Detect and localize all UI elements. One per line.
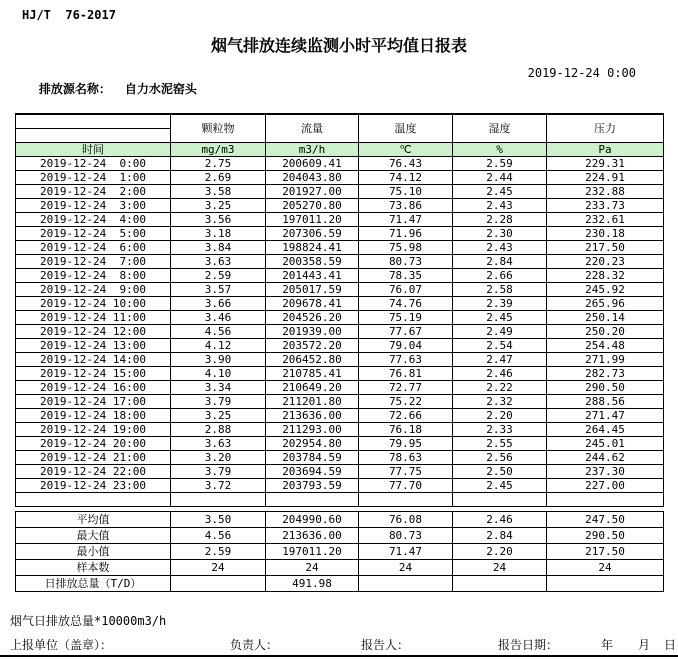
- emission-source: [10, 66, 197, 111]
- value-cell: 76.43: [359, 157, 453, 171]
- value-cell: 2.39: [453, 297, 547, 311]
- summary-body: [16, 512, 664, 592]
- time-cell: 2019-12-24 16:00: [16, 381, 171, 395]
- value-cell: 76.07: [359, 283, 453, 297]
- value-cell: 2.45: [453, 311, 547, 325]
- summary-value-cell: 24: [171, 560, 266, 576]
- value-cell: 2.88: [171, 423, 266, 437]
- value-cell: 72.77: [359, 381, 453, 395]
- summary-value-cell: 204990.60: [266, 512, 359, 528]
- value-cell: 220.23: [547, 255, 664, 269]
- summary-value-cell: 197011.20: [266, 544, 359, 560]
- value-cell: 201927.00: [266, 185, 359, 199]
- value-cell: 2.43: [453, 199, 547, 213]
- table-row: [16, 157, 664, 171]
- summary-value-cell: [453, 576, 547, 592]
- header-empty-cell-top: [16, 114, 171, 129]
- empty-cell: [547, 493, 664, 507]
- value-cell: 2.22: [453, 381, 547, 395]
- value-cell: 2.33: [453, 423, 547, 437]
- table-row: [16, 297, 664, 311]
- value-cell: 3.20: [171, 451, 266, 465]
- summary-table: [15, 511, 664, 592]
- value-cell: 2.58: [453, 283, 547, 297]
- value-cell: 232.61: [547, 213, 664, 227]
- value-cell: 2.55: [453, 437, 547, 451]
- table-row: [16, 199, 664, 213]
- value-cell: 2.45: [453, 185, 547, 199]
- report-date-label: 报告日期：: [498, 638, 559, 652]
- time-cell: 2019-12-24 3:00: [16, 199, 171, 213]
- value-cell: 4.56: [171, 325, 266, 339]
- summary-value-cell: [547, 576, 664, 592]
- table-row: [16, 241, 664, 255]
- value-cell: 213636.00: [266, 409, 359, 423]
- table-row: [16, 367, 664, 381]
- value-cell: 75.10: [359, 185, 453, 199]
- value-cell: 78.63: [359, 451, 453, 465]
- time-cell: 2019-12-24 0:00: [16, 157, 171, 171]
- value-cell: 250.20: [547, 325, 664, 339]
- value-cell: 3.25: [171, 409, 266, 423]
- value-cell: 2.50: [453, 465, 547, 479]
- time-cell: 2019-12-24 13:00: [16, 339, 171, 353]
- summary-value-cell: [359, 576, 453, 592]
- summary-row: [16, 560, 664, 576]
- total-emission-note: 烟气日排放总量*10000m3/h: [10, 614, 167, 628]
- value-cell: 72.66: [359, 409, 453, 423]
- value-cell: 3.63: [171, 437, 266, 451]
- unit-pressure: Pa: [547, 143, 664, 157]
- summary-value-cell: [171, 576, 266, 592]
- summary-value-cell: 217.50: [547, 544, 664, 560]
- time-cell: 2019-12-24 11:00: [16, 311, 171, 325]
- value-cell: 3.18: [171, 227, 266, 241]
- table-row: [16, 269, 664, 283]
- report-datetime: 2019-12-24 0:00: [527, 66, 636, 80]
- value-cell: 2.44: [453, 171, 547, 185]
- value-cell: 77.67: [359, 325, 453, 339]
- table-header-row-pollutants: [16, 114, 664, 129]
- value-cell: 207306.59: [266, 227, 359, 241]
- value-cell: 2.47: [453, 353, 547, 367]
- value-cell: 3.72: [171, 479, 266, 493]
- value-cell: 2.69: [171, 171, 266, 185]
- value-cell: 224.91: [547, 171, 664, 185]
- value-cell: 244.62: [547, 451, 664, 465]
- summary-value-cell: 4.56: [171, 528, 266, 544]
- value-cell: 245.92: [547, 283, 664, 297]
- value-cell: 3.63: [171, 255, 266, 269]
- summary-value-cell: 24: [266, 560, 359, 576]
- table-row: [16, 423, 664, 437]
- emission-source-label: 排放源名称：: [38, 82, 111, 96]
- summary-row: [16, 512, 664, 528]
- summary-label-cell: 最大值: [16, 528, 171, 544]
- value-cell: 75.98: [359, 241, 453, 255]
- time-cell: 2019-12-24 4:00: [16, 213, 171, 227]
- unit-temperature: ℃: [359, 143, 453, 157]
- value-cell: 205017.59: [266, 283, 359, 297]
- time-cell: 2019-12-24 12:00: [16, 325, 171, 339]
- value-cell: 2.56: [453, 451, 547, 465]
- value-cell: 77.75: [359, 465, 453, 479]
- value-cell: 227.00: [547, 479, 664, 493]
- value-cell: 203694.59: [266, 465, 359, 479]
- summary-value-cell: 71.47: [359, 544, 453, 560]
- value-cell: 205270.80: [266, 199, 359, 213]
- signature-row: [0, 636, 678, 652]
- column-header-temperature: 温度: [359, 114, 453, 143]
- table-row: [16, 353, 664, 367]
- value-cell: 204526.20: [266, 311, 359, 325]
- table-row: [16, 479, 664, 493]
- time-cell: 2019-12-24 20:00: [16, 437, 171, 451]
- table-row: [16, 381, 664, 395]
- column-header-pressure: 压力: [547, 114, 664, 143]
- bottom-rule: [0, 655, 678, 657]
- value-cell: 2.59: [453, 157, 547, 171]
- header-empty-cell-bottom: [16, 129, 171, 143]
- value-cell: 229.31: [547, 157, 664, 171]
- value-cell: 2.84: [453, 255, 547, 269]
- value-cell: 71.47: [359, 213, 453, 227]
- empty-cell: [359, 493, 453, 507]
- day-label: 日: [664, 638, 677, 652]
- value-cell: 3.56: [171, 213, 266, 227]
- summary-label-cell: 日排放总量（T/D）: [16, 576, 171, 592]
- time-cell: 2019-12-24 8:00: [16, 269, 171, 283]
- time-cell: 2019-12-24 21:00: [16, 451, 171, 465]
- value-cell: 209678.41: [266, 297, 359, 311]
- value-cell: 78.35: [359, 269, 453, 283]
- value-cell: 3.46: [171, 311, 266, 325]
- time-cell: 2019-12-24 23:00: [16, 479, 171, 493]
- value-cell: 2.46: [453, 367, 547, 381]
- table-row: [16, 311, 664, 325]
- value-cell: 76.81: [359, 367, 453, 381]
- value-cell: 204043.80: [266, 171, 359, 185]
- empty-cell: [266, 493, 359, 507]
- value-cell: 74.12: [359, 171, 453, 185]
- value-cell: 3.25: [171, 199, 266, 213]
- table-row: [16, 465, 664, 479]
- time-cell: 2019-12-24 19:00: [16, 423, 171, 437]
- reporting-unit-label: 上报单位（盖章）：: [10, 638, 113, 652]
- value-cell: 2.59: [171, 269, 266, 283]
- value-cell: 2.30: [453, 227, 547, 241]
- value-cell: 217.50: [547, 241, 664, 255]
- value-cell: 3.34: [171, 381, 266, 395]
- summary-row: [16, 528, 664, 544]
- time-cell: 2019-12-24 6:00: [16, 241, 171, 255]
- value-cell: 230.18: [547, 227, 664, 241]
- time-cell: 2019-12-24 17:00: [16, 395, 171, 409]
- summary-value-cell: 80.73: [359, 528, 453, 544]
- value-cell: 264.45: [547, 423, 664, 437]
- value-cell: 2.49: [453, 325, 547, 339]
- summary-value-cell: 491.98: [266, 576, 359, 592]
- empty-cell: [453, 493, 547, 507]
- value-cell: 201939.00: [266, 325, 359, 339]
- meta-row: [10, 66, 636, 111]
- value-cell: 203572.20: [266, 339, 359, 353]
- value-cell: 74.76: [359, 297, 453, 311]
- value-cell: 3.58: [171, 185, 266, 199]
- value-cell: 75.22: [359, 395, 453, 409]
- summary-value-cell: 24: [359, 560, 453, 576]
- summary-label-cell: 最小值: [16, 544, 171, 560]
- value-cell: 77.70: [359, 479, 453, 493]
- blank-row: [16, 493, 664, 507]
- value-cell: 77.63: [359, 353, 453, 367]
- value-cell: 200609.41: [266, 157, 359, 171]
- value-cell: 271.99: [547, 353, 664, 367]
- table-row: [16, 437, 664, 451]
- summary-label-cell: 样本数: [16, 560, 171, 576]
- emission-source-name: 自力水泥窑头: [124, 82, 197, 96]
- table-unit-row: [16, 143, 664, 157]
- value-cell: 2.43: [453, 241, 547, 255]
- value-cell: 198824.41: [266, 241, 359, 255]
- time-cell: 2019-12-24 2:00: [16, 185, 171, 199]
- time-cell: 2019-12-24 10:00: [16, 297, 171, 311]
- table-row: [16, 213, 664, 227]
- unit-humidity: %: [453, 143, 547, 157]
- value-cell: 201443.41: [266, 269, 359, 283]
- time-cell: 2019-12-24 15:00: [16, 367, 171, 381]
- value-cell: 211201.80: [266, 395, 359, 409]
- table-row: [16, 185, 664, 199]
- time-column-header: 时间: [16, 143, 171, 157]
- value-cell: 79.04: [359, 339, 453, 353]
- time-cell: 2019-12-24 18:00: [16, 409, 171, 423]
- month-label: 月: [638, 638, 651, 652]
- value-cell: 288.56: [547, 395, 664, 409]
- value-cell: 80.73: [359, 255, 453, 269]
- table-row: [16, 409, 664, 423]
- summary-value-cell: 2.59: [171, 544, 266, 560]
- standard-number: HJ/T 76-2017: [22, 8, 116, 22]
- value-cell: 245.01: [547, 437, 664, 451]
- value-cell: 3.57: [171, 283, 266, 297]
- unit-flow: m3/h: [266, 143, 359, 157]
- table-body: [16, 157, 664, 507]
- summary-value-cell: 290.50: [547, 528, 664, 544]
- value-cell: 271.47: [547, 409, 664, 423]
- value-cell: 290.50: [547, 381, 664, 395]
- value-cell: 73.86: [359, 199, 453, 213]
- summary-value-cell: 2.84: [453, 528, 547, 544]
- value-cell: 210785.41: [266, 367, 359, 381]
- value-cell: 282.73: [547, 367, 664, 381]
- column-header-flow: 流量: [266, 114, 359, 143]
- summary-value-cell: 24: [547, 560, 664, 576]
- value-cell: 203784.59: [266, 451, 359, 465]
- value-cell: 197011.20: [266, 213, 359, 227]
- value-cell: 203793.59: [266, 479, 359, 493]
- monitoring-table: [15, 113, 664, 507]
- value-cell: 4.10: [171, 367, 266, 381]
- value-cell: 211293.00: [266, 423, 359, 437]
- value-cell: 79.95: [359, 437, 453, 451]
- table-row: [16, 171, 664, 185]
- table-row: [16, 325, 664, 339]
- value-cell: 206452.80: [266, 353, 359, 367]
- value-cell: 202954.80: [266, 437, 359, 451]
- value-cell: 237.30: [547, 465, 664, 479]
- time-cell: 2019-12-24 1:00: [16, 171, 171, 185]
- column-header-humidity: 湿度: [453, 114, 547, 143]
- summary-value-cell: 213636.00: [266, 528, 359, 544]
- value-cell: 254.48: [547, 339, 664, 353]
- summary-value-cell: 24: [453, 560, 547, 576]
- summary-value-cell: 3.50: [171, 512, 266, 528]
- time-cell: 2019-12-24 9:00: [16, 283, 171, 297]
- table-area: [15, 113, 663, 592]
- time-cell: 2019-12-24 22:00: [16, 465, 171, 479]
- value-cell: 2.20: [453, 409, 547, 423]
- value-cell: 3.84: [171, 241, 266, 255]
- time-cell: 2019-12-24 7:00: [16, 255, 171, 269]
- summary-label-cell: 平均值: [16, 512, 171, 528]
- empty-cell: [16, 493, 171, 507]
- table-row: [16, 283, 664, 297]
- unit-particulate: mg/m3: [171, 143, 266, 157]
- table-row: [16, 227, 664, 241]
- value-cell: 232.88: [547, 185, 664, 199]
- empty-cell: [171, 493, 266, 507]
- summary-row: [16, 576, 664, 592]
- table-row: [16, 451, 664, 465]
- value-cell: 2.28: [453, 213, 547, 227]
- value-cell: 3.66: [171, 297, 266, 311]
- value-cell: 265.96: [547, 297, 664, 311]
- reporter-label: 报告人：: [361, 638, 410, 652]
- value-cell: 250.14: [547, 311, 664, 325]
- summary-value-cell: 2.46: [453, 512, 547, 528]
- value-cell: 2.32: [453, 395, 547, 409]
- value-cell: 3.79: [171, 395, 266, 409]
- summary-value-cell: 247.50: [547, 512, 664, 528]
- table-row: [16, 255, 664, 269]
- time-cell: 2019-12-24 5:00: [16, 227, 171, 241]
- value-cell: 4.12: [171, 339, 266, 353]
- report-title: 烟气排放连续监测小时平均值日报表: [210, 36, 467, 55]
- summary-value-cell: 2.20: [453, 544, 547, 560]
- value-cell: 3.79: [171, 465, 266, 479]
- value-cell: 233.73: [547, 199, 664, 213]
- value-cell: 2.54: [453, 339, 547, 353]
- year-label: 年: [601, 638, 614, 652]
- column-header-particulate: 颗粒物: [171, 114, 266, 143]
- value-cell: 2.75: [171, 157, 266, 171]
- table-row: [16, 339, 664, 353]
- value-cell: 200358.59: [266, 255, 359, 269]
- table-row: [16, 395, 664, 409]
- value-cell: 71.96: [359, 227, 453, 241]
- value-cell: 210649.20: [266, 381, 359, 395]
- value-cell: 76.18: [359, 423, 453, 437]
- responsible-person-label: 负责人：: [230, 638, 279, 652]
- time-cell: 2019-12-24 14:00: [16, 353, 171, 367]
- value-cell: 2.45: [453, 479, 547, 493]
- value-cell: 2.66: [453, 269, 547, 283]
- summary-value-cell: 76.08: [359, 512, 453, 528]
- summary-row: [16, 544, 664, 560]
- value-cell: 75.19: [359, 311, 453, 325]
- value-cell: 228.32: [547, 269, 664, 283]
- value-cell: 3.90: [171, 353, 266, 367]
